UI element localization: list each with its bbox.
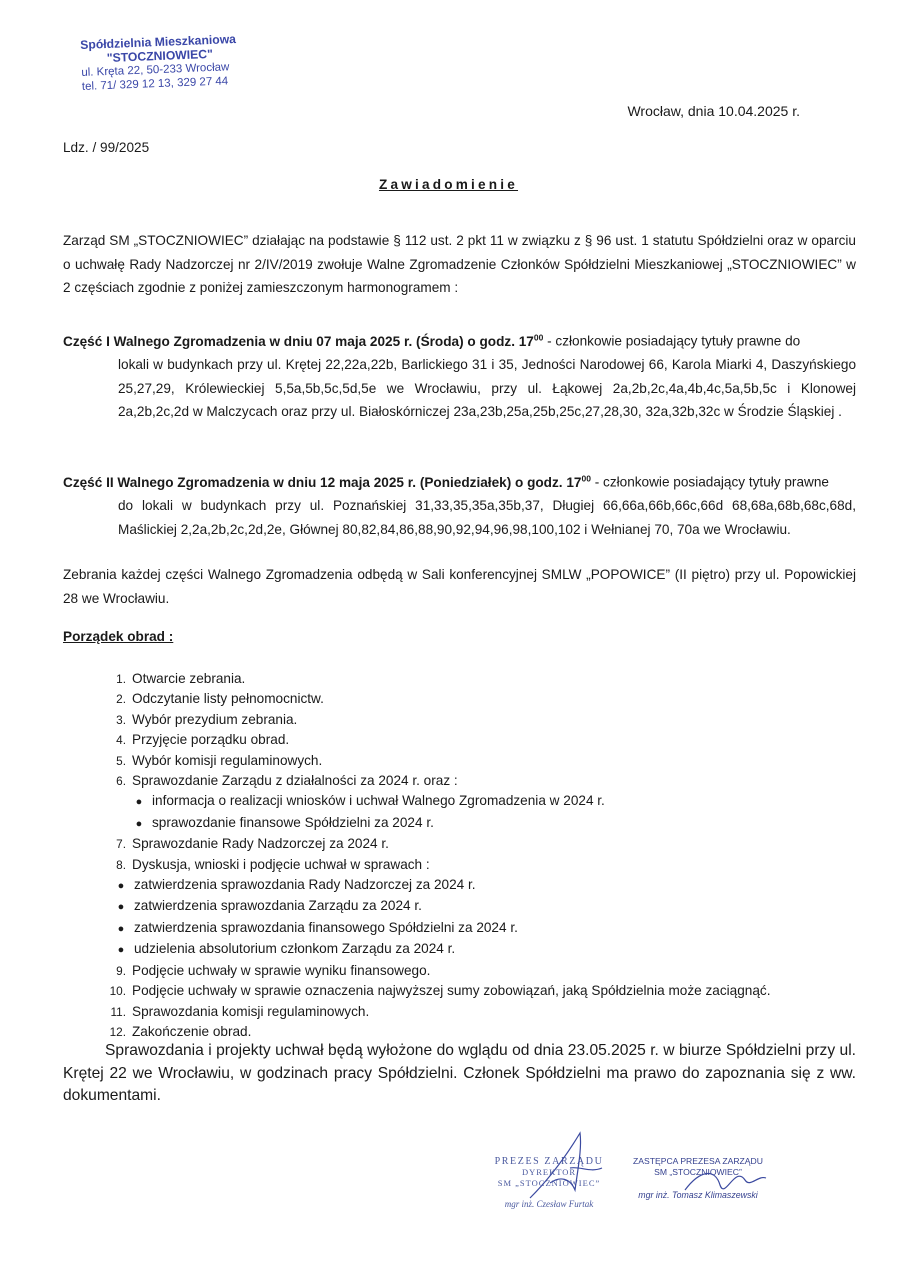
signature-title: DYREKTOR bbox=[521, 1167, 577, 1177]
agenda-item-text: Odczytanie listy pełnomocnictw. bbox=[132, 691, 324, 707]
agenda-item bbox=[100, 961, 820, 981]
part-1-hour-sup: 00 bbox=[533, 332, 544, 342]
part-2-hour-sup: 00 bbox=[581, 473, 591, 483]
agenda-item bbox=[100, 855, 820, 875]
agenda-item bbox=[100, 730, 820, 750]
agenda-item bbox=[100, 834, 820, 854]
agenda-item-text: Sprawozdanie Rady Nadzorczej za 2024 r. bbox=[132, 836, 389, 852]
agenda-subitem bbox=[100, 875, 820, 896]
signature-org: SM „STOCZNIOWIEC” bbox=[497, 1178, 601, 1188]
signature-name: mgr inż. Tomasz Klimaszewski bbox=[638, 1190, 758, 1200]
agenda-item-number: 6. bbox=[116, 774, 126, 789]
agenda-item-text: Wybór prezydium zebrania. bbox=[132, 711, 298, 727]
handwritten-signature-2 bbox=[680, 1160, 770, 1205]
agenda-item-text: Dyskusja, wnioski i podjęcie uchwał w sprawach : bbox=[132, 856, 430, 872]
part-1-heading bbox=[63, 334, 543, 349]
bullet-icon: ● bbox=[117, 944, 125, 957]
handwritten-signature-1 bbox=[520, 1128, 610, 1208]
agenda-item-text: Otwarcie zebrania. bbox=[132, 671, 246, 686]
signature-role: ZASTĘPCA PREZESA ZARZĄDU bbox=[633, 1156, 763, 1166]
agenda-item-number: 9. bbox=[116, 963, 126, 978]
agenda-item-text: Sprawozdania komisji regulaminowych. bbox=[132, 1003, 370, 1019]
agenda-subitem bbox=[100, 813, 820, 834]
agenda-subitem bbox=[100, 918, 820, 939]
agenda-item-number: 12. bbox=[109, 1024, 126, 1039]
intro-paragraph: Zarząd SM „STOCZNIOWIEC” działając na podstawie § 112 ust. 2 pkt 11 w związku z § 96 ust. 1 statutu Spółdzielni oraz w oparciu o uchwałę Rady Nadzorczej nr 2/IV/2019 zwołuje Walne Zgromadzenie Członków Spółdzielni Mieszkaniowej „STOCZNIOWIEC” w 2 częściach zgodnie z poniżej zamieszczonym harmonogramem : bbox=[63, 233, 856, 295]
stamp-org-name: Spółdzielnia Mieszkaniowa bbox=[80, 32, 237, 52]
agenda-item-number: 11. bbox=[110, 1004, 126, 1019]
agenda-subitem-text: sprawozdanie finansowe Spółdzielni za 2024 r. bbox=[152, 814, 434, 830]
stamp-address: ul. Kręta 22, 50-233 Wrocław bbox=[81, 61, 230, 79]
agenda-item-number: 1. bbox=[116, 672, 126, 686]
part-2-label: Część II Walnego Zgromadzenia w dniu 12 maja 2025 r. (Poniedziałek) o godz. 17 bbox=[63, 474, 582, 490]
closing-text: Sprawozdania i projekty uchwał będą wyłożone do wglądu od dnia 23.05.2025 r. w biurze Spółdzielni przy ul. Krętej 22 we Wrocławiu, w godzinach pracy Spółdzielni. Członek Spółdzielni ma prawo do zapoznania się z ww. dokumentami. bbox=[63, 1042, 856, 1104]
agenda-subitem bbox=[100, 791, 820, 812]
agenda-item-number: 10. bbox=[109, 984, 126, 999]
part-1-label: Część I Walnego Zgromadzenia w dniu 07 maja 2025 r. (Środa) o godz. 17 bbox=[63, 333, 534, 349]
bullet-icon: ● bbox=[117, 880, 125, 893]
agenda-item-number: 4. bbox=[116, 733, 126, 748]
bullet-icon: ● bbox=[135, 817, 143, 830]
signature-org: SM „STOCZNIOWIEC” bbox=[654, 1167, 742, 1177]
agenda-item-number: 2. bbox=[116, 692, 126, 707]
agenda-item-number: 7. bbox=[116, 837, 126, 852]
agenda-item-text: Przyjęcie porządku obrad. bbox=[132, 732, 290, 748]
agenda-list bbox=[100, 669, 820, 1042]
agenda-item-text: Zakończenie obrad. bbox=[132, 1023, 252, 1039]
agenda-subitem-text: udzielenia absolutorium członkom Zarządu za 2024 r. bbox=[134, 941, 456, 957]
agenda-item bbox=[100, 981, 820, 1001]
agenda-item bbox=[100, 751, 820, 771]
stamp-org-brand: "STOCZNIOWIEC" bbox=[106, 46, 214, 65]
agenda-item bbox=[100, 669, 820, 689]
agenda-subitem bbox=[100, 939, 820, 960]
document-title: Zawiadomienie bbox=[378, 177, 519, 192]
agenda-item bbox=[100, 689, 820, 709]
meeting-place-paragraph: Zebrania każdej części Walnego Zgromadzenia odbędą w Sali konferencyjnej SMLW „POPOWICE” (II piętro) przy ul. Popowickiej 28 we Wrocławiu. bbox=[63, 567, 856, 606]
signature-role: PREZES ZARZĄDU bbox=[494, 1156, 604, 1167]
bullet-icon: ● bbox=[135, 796, 143, 809]
bullet-icon: ● bbox=[117, 922, 125, 935]
part-2-lead: - członkowie posiadający tytuły prawne bbox=[590, 474, 829, 490]
agenda-item bbox=[100, 1002, 820, 1022]
agenda-title: Porządek obrad : bbox=[63, 629, 174, 644]
stamp-phone: tel. 71/ 329 12 13, 329 27 44 bbox=[81, 75, 229, 93]
part-1-section bbox=[63, 326, 856, 424]
organization-stamp bbox=[80, 30, 282, 94]
date-line: Wrocław, dnia 10.04.2025 r. bbox=[627, 103, 800, 119]
agenda-subitem-text: zatwierdzenia sprawozdania finansowego Spółdzielni za 2024 r. bbox=[134, 919, 518, 935]
part-2-heading bbox=[63, 475, 591, 490]
agenda-subitem-text: informacja o realizacji wniosków i uchwał Walnego Zgromadzenia w 2024 r. bbox=[152, 793, 605, 809]
agenda-item bbox=[100, 710, 820, 730]
closing-paragraph bbox=[63, 1040, 856, 1108]
agenda-item-text: Podjęcie uchwały w sprawie oznaczenia najwyższej sumy zobowiązań, jaką Spółdzielnia może zaciągnąć. bbox=[132, 983, 771, 999]
agenda-item-number: 5. bbox=[116, 753, 126, 768]
signature-name: mgr inż. Czesław Furtak bbox=[504, 1199, 594, 1209]
agenda-subitem bbox=[100, 896, 820, 917]
agenda-item bbox=[100, 771, 820, 791]
part-2-section bbox=[63, 467, 856, 541]
reference-number: Ldz. / 99/2025 bbox=[63, 140, 150, 155]
part-1-lead: - członkowie posiadający tytuły prawne do bbox=[543, 333, 801, 349]
agenda-item-number: 3. bbox=[116, 712, 126, 727]
agenda-subitem-text: zatwierdzenia sprawozdania Rady Nadzorczej za 2024 r. bbox=[134, 877, 476, 893]
bullet-icon: ● bbox=[117, 901, 125, 914]
agenda-item-text: Sprawozdanie Zarządu z działalności za 2024 r. oraz : bbox=[132, 773, 458, 789]
agenda-item-text: Podjęcie uchwały w sprawie wyniku finansowego. bbox=[132, 962, 431, 978]
part-1-buildings: lokali w budynkach przy ul. Krętej 22,22a,22b, Barlickiego 31 i 35, Jedności Narodowej 66, Karola Miarki 4, Daszyńskiego 25,27,29, Królewieckiej 5,5a,5b,5c,5d,5e we Wrocławiu, przy ul. Łąkowej 2a,2b,2c,4a,4b,4c,5a,5b,5c i Klonowej 2a,2b,2c,2d w Malczycach oraz przy ul. Białoskórniczej 23a,23b,25a,25b,25c,27,28,30, 32a,32b,32c w Środzie Śląskiej . bbox=[118, 357, 856, 420]
part-2-buildings: do lokali w budynkach przy ul. Poznańskiej 31,33,35,35a,35b,37, Długiej 66,66a,66b,66c,66d 68,68a,68b,68c,68d, Maślickiej 2,2a,2b,2c,2d,2e, Głównej 80,82,84,86,88,90,92,94,96,98,100,102 i Wełnianej 70, 70a we Wrocławiu. bbox=[118, 498, 856, 537]
agenda-subitem-text: zatwierdzenia sprawozdania Zarządu za 2024 r. bbox=[134, 898, 422, 914]
agenda-item-number: 8. bbox=[116, 857, 126, 872]
agenda-item-text: Wybór komisji regulaminowych. bbox=[132, 752, 323, 768]
